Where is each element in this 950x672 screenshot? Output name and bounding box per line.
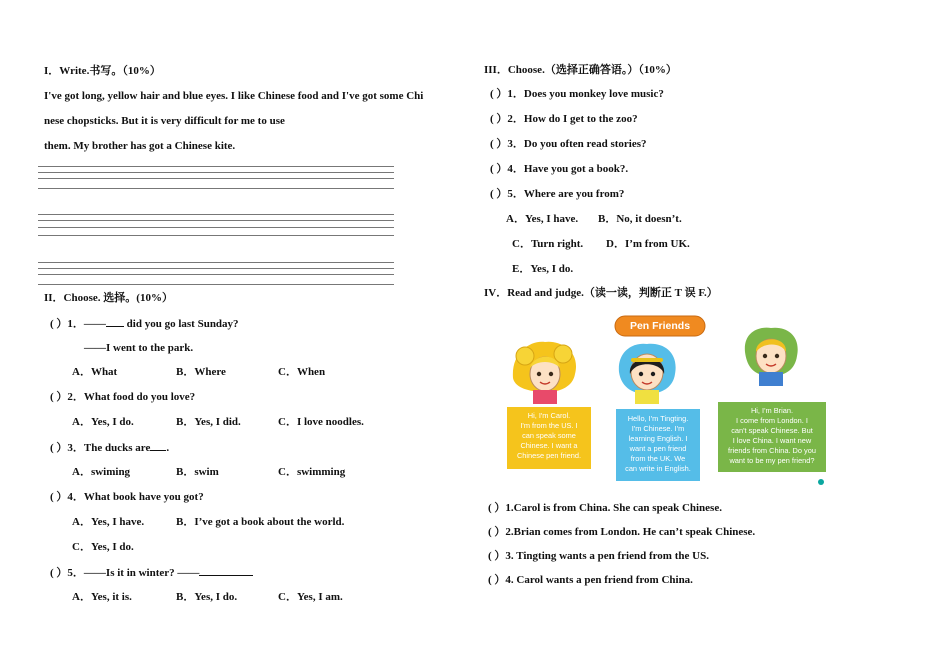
question-3-4: ( ）4．Have you got a book?. (490, 163, 629, 175)
question-2-4: ( ）4．What book have you got? (50, 491, 204, 503)
option-b: B．swim (176, 466, 219, 478)
judge-4: ( ）4. Carol wants a pen friend from China. (488, 574, 693, 586)
option-b: B．I’ve got a book about the world. (176, 516, 345, 528)
option-a: A．swiming (72, 466, 131, 478)
question-2-3: ( ）3．The ducks are . (50, 442, 170, 454)
option-a: A．Yes, it is. (72, 591, 132, 603)
carol-portrait (513, 342, 576, 404)
brian-portrait (745, 328, 798, 386)
judge-1: ( ）1.Carol is from China. She can speak Chinese. (488, 502, 722, 514)
option-e: E．Yes, I do. (512, 263, 574, 275)
option-a: A．Yes, I do. (72, 416, 134, 428)
answer-blank[interactable] (199, 565, 253, 576)
question-2-1-answer: ——I went to the park. (84, 342, 194, 354)
option-a: A．Yes, I have. (72, 516, 145, 528)
section-1-heading: I．Write.书写。（10%） (44, 65, 161, 77)
question-2-5: ( ）5．——Is it in winter? —— (50, 565, 253, 580)
option-c: C．I love noodles. (278, 416, 364, 428)
section-2-heading: II．Choose. 选择。(10%） (44, 292, 173, 304)
question-3-3: ( ）3．Do you often read stories? (490, 138, 647, 150)
option-a: A．What (72, 366, 118, 378)
pen-friends-illustration (503, 312, 829, 486)
option-c: C．swimming (278, 466, 346, 478)
question-2-2: ( ）2．What food do you love? (50, 391, 196, 403)
option-b: B．Where (176, 366, 226, 378)
section-3-heading: III．Choose.（选择正确答语。）（10%） (484, 64, 677, 76)
question-3-1: ( ）1．Does you monkey love music? (490, 88, 664, 100)
passage-line-1: I've got long, yellow hair and blue eyes. I like Chinese food and I've got some Chi (44, 90, 424, 102)
passage-line-2: nese chopsticks. But it is very difficult for me to use (44, 115, 285, 127)
option-a: A．Yes, I have. (506, 213, 579, 225)
option-d: D．I’m from UK. (606, 238, 690, 250)
pen-friends-banner: Pen Friends (629, 320, 691, 332)
tingting-bubble: Hello, I'm Tingting. I'm Chinese. I'm learning English. I want a pen friend from the UK. We can write in English. (625, 414, 691, 473)
option-c: C．Yes, I am. (278, 591, 343, 603)
question-2-1: ( ）1．—— did you go last Sunday? (50, 318, 239, 330)
judge-3: ( ）3. Tingting wants a pen friend from the US. (488, 550, 709, 562)
option-b: B．Yes, I do. (176, 591, 238, 603)
option-b: B．No, it doesn’t. (598, 213, 682, 225)
option-c: C．Yes, I do. (72, 541, 134, 553)
option-c: C．When (278, 366, 326, 378)
carol-bubble: Hi, I'm Carol. I'm from the US. I can speak some Chinese. I want a Chinese pen friend. (516, 411, 582, 460)
option-b: B．Yes, I did. (176, 416, 241, 428)
option-c: C．Turn right. (512, 238, 584, 250)
answer-blank[interactable] (106, 316, 124, 327)
brian-bubble: Hi, I'm Brian. I come from London. I can't speak Chinese. But I love China. I want new friends from China. Do you want to be my pen friend? (728, 406, 816, 465)
judge-2: ( ）2.Brian comes from London. He can’t speak Chinese. (488, 526, 756, 538)
question-3-5: ( ）5．Where are you from? (490, 188, 625, 200)
section-4-heading: IV．Read and judge.（读一读，判断正 T 误 F.） (484, 287, 718, 299)
tingting-portrait (619, 344, 676, 404)
question-3-2: ( ）2．How do I get to the zoo? (490, 113, 638, 125)
answer-blank[interactable] (150, 440, 166, 451)
passage-line-3: them. My brother has got a Chinese kite. (44, 140, 236, 152)
